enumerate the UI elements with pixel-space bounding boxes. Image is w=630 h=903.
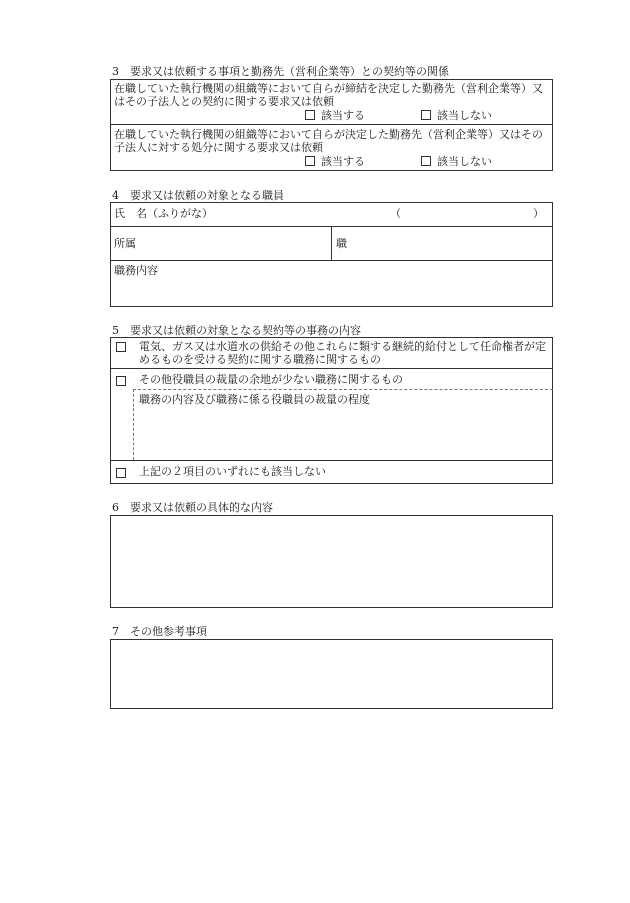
post-input[interactable] xyxy=(352,228,550,258)
checkbox-icon[interactable] xyxy=(116,376,126,386)
section5-option2-sub-label: 職務の内容及び職務に係る役職員の裁量の程度 xyxy=(139,393,370,406)
affiliation-label: 所属 xyxy=(114,237,136,250)
section5-subbox-top xyxy=(133,389,553,390)
section3-heading: 3 要求又は依頼する事項と勤務先（営利企業等）との契約等の関係 xyxy=(112,65,449,78)
section6-heading: 6 要求又は依頼の具体的な内容 xyxy=(112,501,273,514)
section5-subbox-left xyxy=(133,389,134,460)
section3-row2-no[interactable] xyxy=(421,155,492,169)
section3-row1-text: 在職していた執行機関の組織等において自らが締結を決定した勤務先（営利企業等）又はその子法人との契約に関する要求又は依頼 xyxy=(114,82,543,108)
affiliation-input[interactable] xyxy=(140,228,328,258)
section5-divider-2 xyxy=(110,460,553,461)
section3-row1-no[interactable] xyxy=(421,109,492,123)
section3-row2-text: 在職していた執行機関の組織等において自らが決定した勤務先（営利企業等）又はその子法人に対する処分に関する要求又は依頼 xyxy=(114,128,543,154)
section4-col-divider xyxy=(331,226,332,260)
section7-input-box[interactable] xyxy=(110,639,553,709)
name-label: 氏 名（ふりがな） xyxy=(114,207,213,220)
section3-row2-yes-label: 該当する xyxy=(321,155,365,168)
section3-row2-no-label: 該当しない xyxy=(437,155,492,168)
section3-row1-yes[interactable] xyxy=(305,109,365,123)
name-paren-open: （ xyxy=(390,207,401,220)
duties-label: 職務内容 xyxy=(114,264,158,277)
checkbox-icon[interactable] xyxy=(116,342,126,352)
section5-option2-text: その他役職員の裁量の余地が少ない職務に関するもの xyxy=(139,373,403,386)
section4-divider-2 xyxy=(110,260,553,261)
checkbox-icon[interactable] xyxy=(116,468,126,478)
section3-row2-yes[interactable] xyxy=(305,155,365,169)
section3-row1-no-label: 該当しない xyxy=(437,109,492,122)
section5-option2-sub-input[interactable] xyxy=(136,408,550,458)
section5-option1-text: 電気、ガス又は水道水の供給その他これらに類する継続的給付として任命権者が定めるものを受ける契約に関する職務に関するもの xyxy=(139,340,546,366)
section5-divider-1 xyxy=(110,368,553,369)
checkbox-icon[interactable] xyxy=(421,156,431,166)
checkbox-icon[interactable] xyxy=(305,156,315,166)
section5-option3-checkbox[interactable] xyxy=(116,467,132,481)
checkbox-icon[interactable] xyxy=(305,110,315,120)
section5-option1-checkbox[interactable] xyxy=(116,341,132,355)
section3-row1-yes-label: 該当する xyxy=(321,109,365,122)
name-input[interactable] xyxy=(405,204,531,224)
section5-option3-text: 上記の２項目のいずれにも該当しない xyxy=(139,465,326,478)
section4-heading: 4 要求又は依頼の対象となる職員 xyxy=(112,189,284,202)
checkbox-icon[interactable] xyxy=(421,110,431,120)
section5-heading: 5 要求又は依頼の対象となる契約等の事務の内容 xyxy=(112,324,361,337)
section6-input-box[interactable] xyxy=(110,515,553,608)
section3-divider xyxy=(110,124,553,125)
section5-option2-checkbox[interactable] xyxy=(116,375,132,389)
section7-heading: 7 その他参考事項 xyxy=(112,625,207,638)
duties-input[interactable] xyxy=(112,278,550,305)
post-label: 職 xyxy=(336,237,347,250)
name-paren-close: ） xyxy=(533,207,544,220)
